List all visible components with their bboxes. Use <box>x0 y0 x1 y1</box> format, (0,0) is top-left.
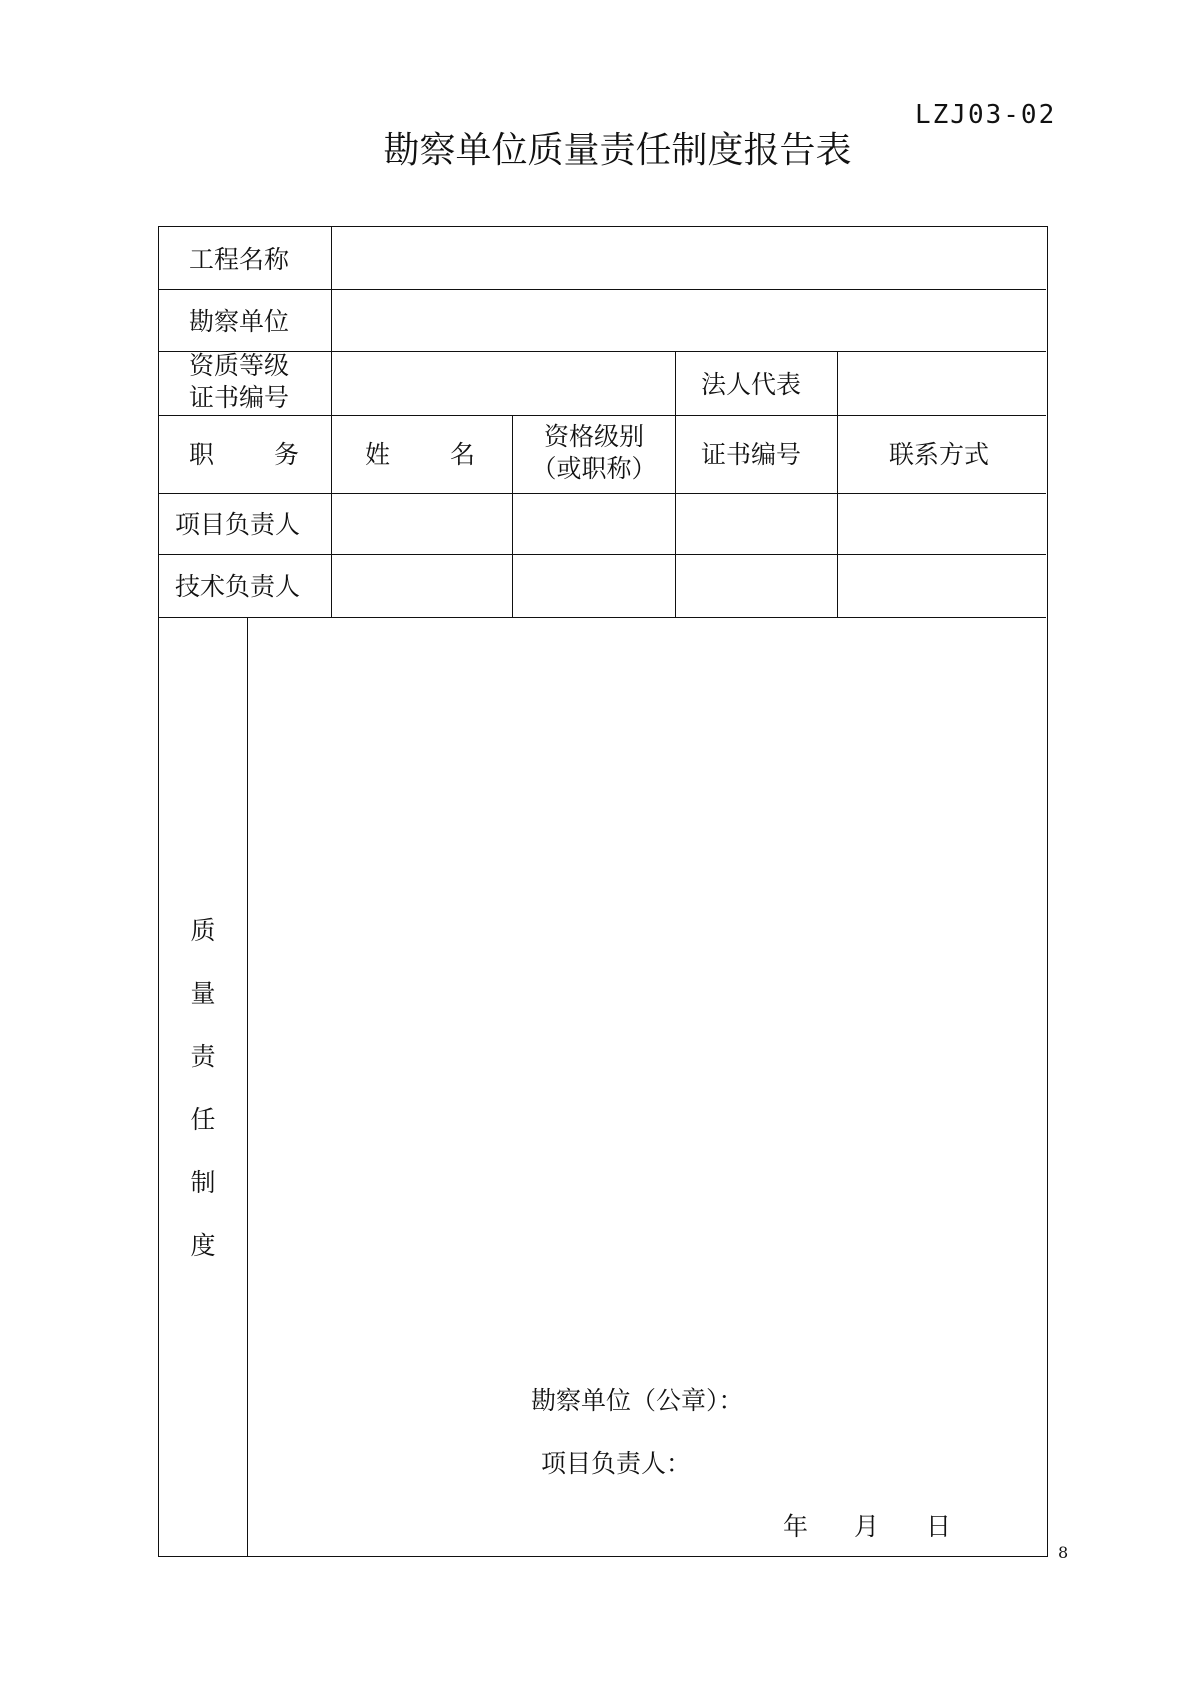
project-lead-signature-label: 项目负责人： <box>541 1449 692 1478</box>
name-header: 姓 名 <box>365 440 475 469</box>
project-lead-row-fields[interactable] <box>333 495 1045 554</box>
contact-header: 联系方式 <box>889 440 990 469</box>
document-code: LZJ03-02 <box>915 100 1057 130</box>
qualification-level-header: 资格级别 （或职称） <box>531 422 657 483</box>
qualification-field[interactable] <box>333 352 674 415</box>
legal-rep-field[interactable] <box>839 352 1045 415</box>
legal-rep-label: 法人代表 <box>701 370 802 399</box>
seal-label: 勘察单位（公章）： <box>531 1386 744 1415</box>
date-year: 年 <box>783 1512 809 1541</box>
date-day: 日 <box>926 1512 952 1541</box>
qualification-label: 资质等级 证书编号 <box>189 351 290 412</box>
position-header: 职 务 <box>189 440 299 469</box>
page-title: 勘察单位质量责任制度报告表 <box>383 130 852 171</box>
quality-responsibility-system-label: 质 量 责 任 制 度 <box>190 916 216 1260</box>
project-name-label: 工程名称 <box>189 245 290 274</box>
report-form <box>158 226 1048 1557</box>
survey-unit-field[interactable] <box>333 290 1045 351</box>
date-month: 月 <box>854 1512 880 1541</box>
role-project-lead: 项目负责人 <box>175 510 301 539</box>
page-number: 8 <box>1058 1543 1069 1562</box>
survey-unit-label: 勘察单位 <box>189 307 290 336</box>
technical-lead-row-fields[interactable] <box>333 556 1045 617</box>
project-name-field[interactable] <box>333 227 1045 289</box>
role-technical-lead: 技术负责人 <box>175 572 301 601</box>
certificate-no-header: 证书编号 <box>701 440 802 469</box>
